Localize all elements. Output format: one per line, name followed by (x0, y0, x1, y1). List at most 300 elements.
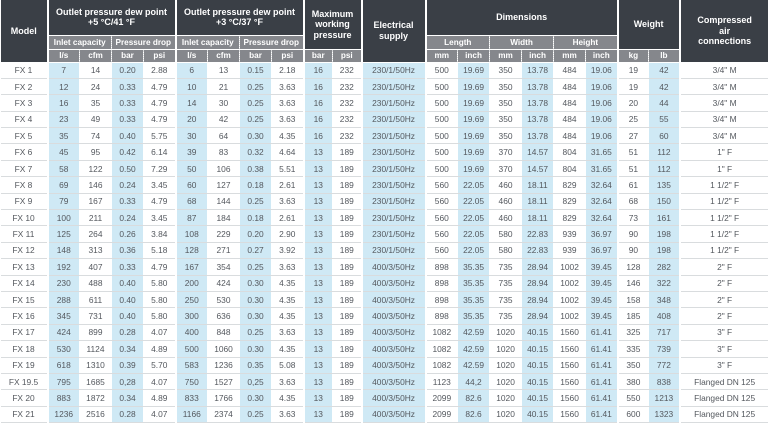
cell-dp5-drop-bar: 0.40 (112, 291, 144, 307)
cell-height-mm: 1560 (554, 341, 586, 357)
cell-dp5-inlet-ls: 12 (48, 78, 80, 94)
cell-dp5-inlet-cfm: 313 (80, 242, 112, 258)
cell-weight-lb: 112 (649, 160, 680, 176)
header-model: Model (1, 0, 48, 62)
cell-length-inch: 19.69 (458, 111, 490, 127)
cell-dp3-inlet-ls: 60 (176, 177, 208, 193)
subheader-inlet-capacity-3: Inlet capacity (176, 35, 240, 49)
cell-length-mm: 560 (426, 242, 458, 258)
cell-dp3-inlet-cfm: 354 (208, 259, 240, 275)
cell-dp5-drop-bar: 0.33 (112, 95, 144, 111)
cell-weight-kg: 19 (618, 62, 649, 78)
cell-height-inch: 36.97 (586, 242, 618, 258)
cell-electrical-supply: 400/3/50Hz (362, 373, 426, 389)
cell-dp5-inlet-cfm: 74 (80, 128, 112, 144)
cell-maxpressure-bar: 16 (304, 111, 333, 127)
cell-dp3-drop-bar: 0.18 (240, 177, 272, 193)
cell-electrical-supply: 230/1/50Hz (362, 78, 426, 94)
cell-dp5-drop-psi: 5.18 (144, 242, 176, 258)
cell-dp5-drop-bar: 0.28 (112, 324, 144, 340)
cell-length-mm: 898 (426, 308, 458, 324)
cell-dp5-inlet-cfm: 146 (80, 177, 112, 193)
cell-dp5-inlet-cfm: 488 (80, 275, 112, 291)
cell-dp3-drop-psi: 3.63 (272, 324, 304, 340)
table-row (1, 341, 768, 357)
cell-maxpressure-bar: 13 (304, 193, 333, 209)
cell-width-mm: 735 (490, 308, 522, 324)
table-row (1, 291, 768, 307)
cell-air-connection: 2" F (680, 259, 768, 275)
cell-weight-lb: 838 (649, 373, 680, 389)
cell-length-inch: 35.35 (458, 308, 490, 324)
cell-width-inch: 28.94 (522, 275, 554, 291)
cell-electrical-supply: 400/3/50Hz (362, 259, 426, 275)
cell-length-mm: 500 (426, 78, 458, 94)
cell-weight-kg: 325 (618, 324, 649, 340)
subheader-length: Length (426, 35, 490, 49)
cell-height-mm: 1560 (554, 324, 586, 340)
cell-weight-kg: 73 (618, 210, 649, 226)
cell-dp3-inlet-ls: 200 (176, 275, 208, 291)
cell-length-inch: 22.05 (458, 210, 490, 226)
cell-maxpressure-psi: 189 (333, 324, 362, 340)
header-electrical-supply: Electrical supply (362, 0, 426, 62)
cell-dp5-drop-psi: 5.80 (144, 275, 176, 291)
cell-dp3-drop-psi: 4.35 (272, 308, 304, 324)
cell-dp3-drop-bar: 0,25 (240, 373, 272, 389)
cell-maxpressure-bar: 13 (304, 259, 333, 275)
cell-maxpressure-psi: 189 (333, 193, 362, 209)
cell-width-mm: 735 (490, 259, 522, 275)
cell-width-inch: 28.94 (522, 259, 554, 275)
table-row (1, 95, 768, 111)
cell-dp5-drop-psi: 6.14 (144, 144, 176, 160)
cell-air-connection: 3/4" M (680, 62, 768, 78)
cell-dp5-inlet-ls: 795 (48, 373, 80, 389)
cell-height-mm: 1560 (554, 390, 586, 406)
cell-dp5-inlet-cfm: 211 (80, 210, 112, 226)
cell-dp5-drop-bar: 0.34 (112, 390, 144, 406)
cell-dp5-inlet-cfm: 1872 (80, 390, 112, 406)
cell-model: FX 13 (1, 259, 48, 275)
cell-height-inch: 31.65 (586, 144, 618, 160)
cell-dp3-drop-bar: 0.18 (240, 210, 272, 226)
cell-dp3-drop-psi: 3.63 (272, 373, 304, 389)
cell-electrical-supply: 400/3/50Hz (362, 291, 426, 307)
cell-dp3-drop-bar: 0.20 (240, 226, 272, 242)
cell-width-mm: 1020 (490, 324, 522, 340)
header-compressed-air-connections: Compressed air connections (680, 0, 768, 62)
cell-air-connection: 1" F (680, 144, 768, 160)
table-row (1, 144, 768, 160)
cell-width-inch: 13.78 (522, 95, 554, 111)
cell-maxpressure-bar: 16 (304, 62, 333, 78)
cell-dp3-drop-psi: 3.63 (272, 95, 304, 111)
cell-width-mm: 350 (490, 111, 522, 127)
cell-electrical-supply: 230/1/50Hz (362, 128, 426, 144)
cell-weight-kg: 185 (618, 308, 649, 324)
cell-dp3-inlet-ls: 30 (176, 128, 208, 144)
cell-dp5-drop-psi: 7.29 (144, 160, 176, 176)
cell-dp5-inlet-ls: 16 (48, 95, 80, 111)
cell-width-inch: 28.94 (522, 291, 554, 307)
cell-dp3-drop-psi: 3.63 (272, 193, 304, 209)
cell-model: FX 21 (1, 406, 48, 422)
unit-width-mm: mm (490, 49, 522, 62)
unit-dp5-bar: bar (112, 49, 144, 62)
cell-weight-lb: 161 (649, 210, 680, 226)
cell-length-mm: 560 (426, 177, 458, 193)
cell-maxpressure-psi: 189 (333, 144, 362, 160)
cell-maxpressure-psi: 189 (333, 275, 362, 291)
cell-weight-kg: 61 (618, 177, 649, 193)
cell-dp3-inlet-cfm: 144 (208, 193, 240, 209)
cell-dp5-drop-psi: 3.45 (144, 177, 176, 193)
cell-model: FX 9 (1, 193, 48, 209)
cell-height-inch: 19.06 (586, 62, 618, 78)
cell-model: FX 12 (1, 242, 48, 258)
cell-dp5-inlet-ls: 230 (48, 275, 80, 291)
cell-height-inch: 61.41 (586, 373, 618, 389)
cell-maxpressure-bar: 13 (304, 324, 333, 340)
cell-electrical-supply: 230/1/50Hz (362, 193, 426, 209)
cell-weight-lb: 198 (649, 226, 680, 242)
unit-weight-lb: lb (649, 49, 680, 62)
cell-dp5-inlet-cfm: 264 (80, 226, 112, 242)
cell-model: FX 8 (1, 177, 48, 193)
cell-maxpressure-bar: 13 (304, 210, 333, 226)
cell-height-inch: 61.41 (586, 406, 618, 422)
cell-length-inch: 35.35 (458, 291, 490, 307)
cell-width-inch: 13.78 (522, 62, 554, 78)
cell-dp3-drop-psi: 3.63 (272, 78, 304, 94)
cell-dp3-inlet-cfm: 106 (208, 160, 240, 176)
cell-dp3-drop-bar: 0.25 (240, 193, 272, 209)
cell-maxpressure-bar: 13 (304, 373, 333, 389)
cell-dp3-drop-psi: 3.63 (272, 406, 304, 422)
cell-height-mm: 484 (554, 95, 586, 111)
cell-height-mm: 1002 (554, 291, 586, 307)
cell-dp3-drop-bar: 0.25 (240, 111, 272, 127)
cell-dp5-inlet-cfm: 1124 (80, 341, 112, 357)
cell-height-inch: 32.64 (586, 177, 618, 193)
subheader-height: Height (554, 35, 618, 49)
cell-dp3-drop-psi: 2.18 (272, 62, 304, 78)
cell-width-mm: 370 (490, 160, 522, 176)
cell-electrical-supply: 230/1/50Hz (362, 95, 426, 111)
cell-dp5-drop-psi: 4.89 (144, 341, 176, 357)
cell-maxpressure-psi: 189 (333, 242, 362, 258)
cell-electrical-supply: 230/1/50Hz (362, 144, 426, 160)
cell-maxpressure-psi: 189 (333, 390, 362, 406)
cell-dp3-inlet-ls: 400 (176, 324, 208, 340)
cell-dp5-drop-psi: 3.84 (144, 226, 176, 242)
cell-dp5-drop-psi: 2.88 (144, 62, 176, 78)
table-row (1, 193, 768, 209)
cell-dp5-inlet-ls: 530 (48, 341, 80, 357)
cell-electrical-supply: 400/3/50Hz (362, 357, 426, 373)
table-row (1, 308, 768, 324)
cell-electrical-supply: 230/1/50Hz (362, 111, 426, 127)
cell-air-connection: Flanged DN 125 (680, 390, 768, 406)
cell-dp5-inlet-ls: 424 (48, 324, 80, 340)
cell-height-mm: 484 (554, 128, 586, 144)
cell-height-inch: 19.06 (586, 95, 618, 111)
cell-weight-lb: 1213 (649, 390, 680, 406)
header-dew-point-3 (176, 0, 304, 35)
cell-dp5-inlet-ls: 288 (48, 291, 80, 307)
unit-dp5-cfm: cfm (80, 49, 112, 62)
cell-width-inch: 14.57 (522, 144, 554, 160)
cell-air-connection: 3/4" M (680, 111, 768, 127)
cell-dp5-inlet-ls: 618 (48, 357, 80, 373)
cell-weight-kg: 90 (618, 226, 649, 242)
cell-dp3-inlet-ls: 108 (176, 226, 208, 242)
cell-weight-kg: 380 (618, 373, 649, 389)
cell-model: FX 11 (1, 226, 48, 242)
cell-dp3-inlet-ls: 750 (176, 373, 208, 389)
cell-dp3-inlet-cfm: 1060 (208, 341, 240, 357)
cell-weight-kg: 146 (618, 275, 649, 291)
cell-electrical-supply: 230/1/50Hz (362, 177, 426, 193)
cell-dp3-inlet-ls: 10 (176, 78, 208, 94)
cell-dp5-drop-psi: 4.79 (144, 259, 176, 275)
cell-length-mm: 1082 (426, 341, 458, 357)
cell-model: FX 15 (1, 291, 48, 307)
cell-weight-lb: 60 (649, 128, 680, 144)
cell-height-mm: 1560 (554, 357, 586, 373)
cell-width-inch: 40.15 (522, 357, 554, 373)
cell-air-connection: 1 1/2" F (680, 226, 768, 242)
cell-length-inch: 44,2 (458, 373, 490, 389)
table-row (1, 128, 768, 144)
cell-dp3-inlet-ls: 39 (176, 144, 208, 160)
cell-height-mm: 1002 (554, 259, 586, 275)
cell-length-inch: 22.05 (458, 242, 490, 258)
cell-width-mm: 1020 (490, 373, 522, 389)
cell-dp3-drop-psi: 4.35 (272, 341, 304, 357)
unit-dp3-cfm: cfm (208, 49, 240, 62)
cell-dp3-drop-bar: 0.30 (240, 275, 272, 291)
cell-width-mm: 580 (490, 242, 522, 258)
cell-length-inch: 22.05 (458, 177, 490, 193)
cell-width-inch: 40.15 (522, 324, 554, 340)
cell-dp3-drop-psi: 5.51 (272, 160, 304, 176)
cell-maxpressure-bar: 13 (304, 275, 333, 291)
cell-dp3-drop-psi: 4.35 (272, 275, 304, 291)
table-row (1, 259, 768, 275)
cell-maxpressure-bar: 16 (304, 95, 333, 111)
cell-dp3-drop-psi: 5.08 (272, 357, 304, 373)
cell-weight-kg: 158 (618, 291, 649, 307)
cell-length-inch: 19.69 (458, 78, 490, 94)
cell-width-inch: 18.11 (522, 177, 554, 193)
cell-dp5-inlet-cfm: 95 (80, 144, 112, 160)
cell-dp5-inlet-ls: 883 (48, 390, 80, 406)
cell-weight-lb: 42 (649, 62, 680, 78)
cell-maxpressure-psi: 232 (333, 95, 362, 111)
cell-maxpressure-bar: 13 (304, 226, 333, 242)
cell-air-connection: 2" F (680, 291, 768, 307)
cell-dp3-inlet-cfm: 64 (208, 128, 240, 144)
cell-height-inch: 36.97 (586, 226, 618, 242)
cell-height-inch: 31.65 (586, 160, 618, 176)
cell-width-mm: 1020 (490, 357, 522, 373)
table-row (1, 160, 768, 176)
cell-dp5-inlet-ls: 45 (48, 144, 80, 160)
cell-dp5-drop-psi: 4.07 (144, 406, 176, 422)
unit-dp3-ls: l/s (176, 49, 208, 62)
cell-width-inch: 22.83 (522, 242, 554, 258)
cell-width-inch: 28.94 (522, 308, 554, 324)
cell-dp3-inlet-ls: 250 (176, 291, 208, 307)
cell-length-inch: 19.69 (458, 62, 490, 78)
cell-width-mm: 735 (490, 275, 522, 291)
cell-dp3-drop-bar: 0.25 (240, 324, 272, 340)
cell-height-inch: 39.45 (586, 291, 618, 307)
cell-model: FX 16 (1, 308, 48, 324)
cell-length-mm: 898 (426, 259, 458, 275)
unit-dp3-psi: psi (272, 49, 304, 62)
cell-height-inch: 19.06 (586, 128, 618, 144)
cell-dp5-drop-bar: 0.20 (112, 62, 144, 78)
cell-dp5-drop-bar: 0.33 (112, 111, 144, 127)
subheader-inlet-capacity-5: Inlet capacity (48, 35, 112, 49)
cell-width-mm: 735 (490, 291, 522, 307)
cell-dp5-inlet-ls: 58 (48, 160, 80, 176)
cell-air-connection: 3" F (680, 341, 768, 357)
header-dew-point-5-line2: +5 °C/41 °F (88, 17, 135, 28)
cell-dp3-inlet-ls: 14 (176, 95, 208, 111)
cell-length-mm: 560 (426, 210, 458, 226)
cell-weight-lb: 322 (649, 275, 680, 291)
cell-electrical-supply: 400/3/50Hz (362, 275, 426, 291)
cell-dp5-drop-psi: 4.79 (144, 111, 176, 127)
cell-weight-lb: 717 (649, 324, 680, 340)
cell-weight-kg: 128 (618, 259, 649, 275)
cell-maxpressure-bar: 16 (304, 78, 333, 94)
cell-dp5-inlet-ls: 69 (48, 177, 80, 193)
cell-weight-kg: 350 (618, 357, 649, 373)
cell-dp5-drop-psi: 4.79 (144, 95, 176, 111)
cell-dp5-inlet-ls: 35 (48, 128, 80, 144)
cell-dp3-drop-bar: 0.30 (240, 341, 272, 357)
cell-air-connection: 3/4" M (680, 95, 768, 111)
cell-height-mm: 1002 (554, 308, 586, 324)
cell-dp3-drop-psi: 2.61 (272, 210, 304, 226)
cell-weight-lb: 772 (649, 357, 680, 373)
header-dew-point-3-line2: +3 °C/37 °F (216, 17, 263, 28)
cell-length-mm: 500 (426, 128, 458, 144)
header-max-working-pressure: Maximum working pressure (304, 0, 362, 49)
cell-maxpressure-psi: 232 (333, 111, 362, 127)
cell-dp3-drop-bar: 0.25 (240, 259, 272, 275)
cell-dp5-drop-bar: 0.33 (112, 259, 144, 275)
cell-dp3-inlet-cfm: 424 (208, 275, 240, 291)
cell-maxpressure-bar: 16 (304, 128, 333, 144)
header-dew-point-5 (48, 0, 176, 35)
cell-length-mm: 560 (426, 193, 458, 209)
unit-weight-kg: kg (618, 49, 649, 62)
cell-maxpressure-bar: 13 (304, 357, 333, 373)
cell-dp5-inlet-cfm: 1685 (80, 373, 112, 389)
cell-air-connection: 3" F (680, 357, 768, 373)
subheader-width: Width (490, 35, 554, 49)
cell-dp3-drop-bar: 0.30 (240, 308, 272, 324)
cell-dp5-inlet-cfm: 122 (80, 160, 112, 176)
cell-length-mm: 2099 (426, 406, 458, 422)
cell-maxpressure-psi: 189 (333, 357, 362, 373)
cell-dp3-drop-psi: 2.90 (272, 226, 304, 242)
cell-dp3-inlet-ls: 833 (176, 390, 208, 406)
cell-height-mm: 484 (554, 78, 586, 94)
cell-dp5-drop-bar: 0.24 (112, 210, 144, 226)
cell-weight-lb: 150 (649, 193, 680, 209)
cell-length-inch: 42.59 (458, 357, 490, 373)
cell-weight-kg: 51 (618, 144, 649, 160)
cell-length-mm: 1082 (426, 357, 458, 373)
cell-height-mm: 829 (554, 193, 586, 209)
cell-dp3-drop-bar: 0.25 (240, 78, 272, 94)
cell-dp5-inlet-ls: 192 (48, 259, 80, 275)
cell-model: FX 20 (1, 390, 48, 406)
cell-model: FX 2 (1, 78, 48, 94)
cell-model: FX 18 (1, 341, 48, 357)
cell-maxpressure-psi: 189 (333, 160, 362, 176)
cell-dp5-drop-bar: 0.42 (112, 144, 144, 160)
cell-width-inch: 40.15 (522, 373, 554, 389)
header-dimensions: Dimensions (426, 0, 618, 35)
cell-width-mm: 1020 (490, 390, 522, 406)
cell-width-mm: 460 (490, 210, 522, 226)
cell-dp3-inlet-ls: 20 (176, 111, 208, 127)
cell-air-connection: 1 1/2" F (680, 242, 768, 258)
cell-height-mm: 484 (554, 111, 586, 127)
cell-dp3-drop-bar: 0.30 (240, 128, 272, 144)
cell-dp5-inlet-ls: 23 (48, 111, 80, 127)
cell-air-connection: 2" F (680, 308, 768, 324)
cell-dp5-inlet-cfm: 49 (80, 111, 112, 127)
cell-dp5-drop-bar: 0.34 (112, 341, 144, 357)
cell-weight-kg: 27 (618, 128, 649, 144)
cell-weight-lb: 44 (649, 95, 680, 111)
cell-air-connection: 3" F (680, 324, 768, 340)
cell-length-inch: 42.59 (458, 324, 490, 340)
cell-weight-lb: 112 (649, 144, 680, 160)
cell-dp5-inlet-cfm: 611 (80, 291, 112, 307)
cell-dp5-inlet-cfm: 167 (80, 193, 112, 209)
cell-length-inch: 19.69 (458, 144, 490, 160)
cell-dp3-inlet-cfm: 184 (208, 210, 240, 226)
cell-length-inch: 19.69 (458, 160, 490, 176)
cell-dp5-drop-psi: 5.80 (144, 291, 176, 307)
cell-maxpressure-psi: 189 (333, 291, 362, 307)
cell-width-mm: 350 (490, 95, 522, 111)
cell-dp5-drop-bar: 0.40 (112, 308, 144, 324)
cell-weight-lb: 739 (649, 341, 680, 357)
cell-model: FX 14 (1, 275, 48, 291)
header-group-row (1, 0, 768, 35)
cell-length-mm: 500 (426, 111, 458, 127)
cell-weight-kg: 68 (618, 193, 649, 209)
cell-dp3-inlet-ls: 300 (176, 308, 208, 324)
cell-electrical-supply: 230/1/50Hz (362, 160, 426, 176)
cell-weight-lb: 282 (649, 259, 680, 275)
cell-length-inch: 35.35 (458, 259, 490, 275)
cell-dp3-drop-bar: 0.27 (240, 242, 272, 258)
cell-dp5-drop-bar: 0.33 (112, 78, 144, 94)
cell-model: FX 3 (1, 95, 48, 111)
